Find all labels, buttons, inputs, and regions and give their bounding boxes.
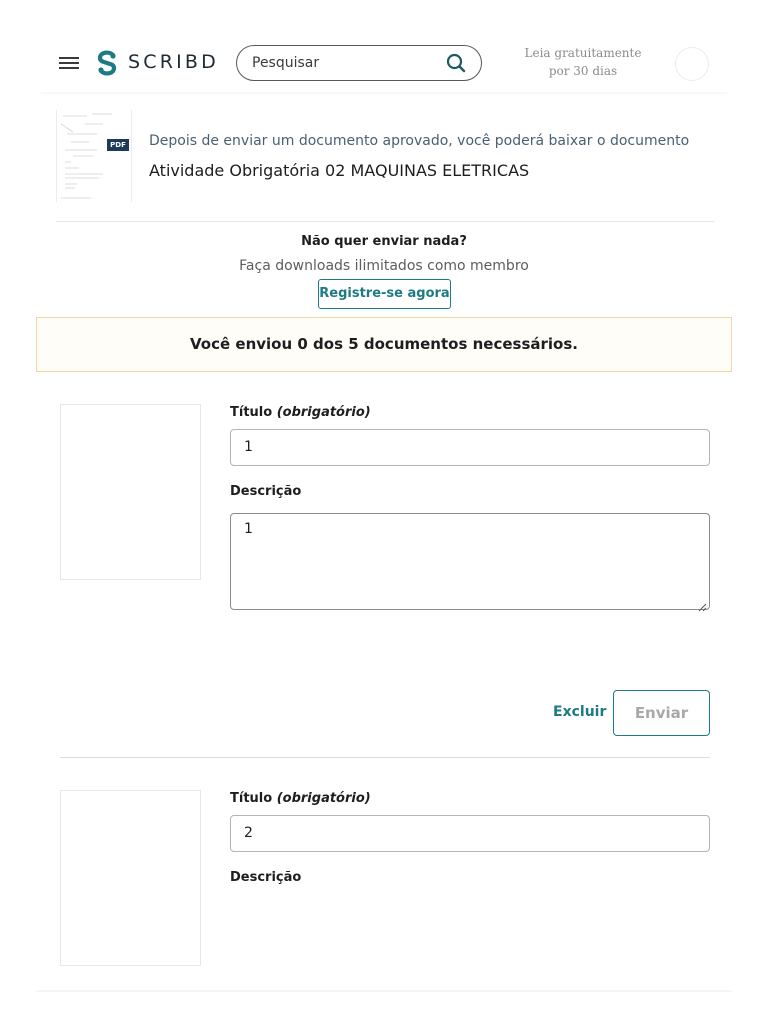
unlimited-downloads-text: Faça downloads ilimitados como membro: [239, 258, 529, 274]
menu-icon[interactable]: [59, 57, 79, 70]
no-upload-heading: Não quer enviar nada?: [301, 234, 467, 249]
search-icon[interactable]: [446, 53, 466, 73]
download-note: Depois de enviar um documento aprovado, você poderá baixar o documento: [149, 133, 690, 149]
trial-line-2: por 30 dias: [548, 64, 618, 78]
divider: [60, 757, 710, 758]
free-trial-link[interactable]: [520, 44, 646, 80]
pdf-badge: PDF: [107, 139, 129, 151]
avatar[interactable]: [675, 47, 709, 81]
submit-button[interactable]: Enviar: [613, 690, 710, 736]
description-label: Descrição: [230, 870, 302, 885]
title-input[interactable]: [230, 429, 710, 466]
title-required-hint: (obrigatório): [276, 791, 371, 806]
title-label: [230, 405, 371, 420]
divider: [56, 221, 714, 222]
document-preview: [60, 790, 201, 966]
register-button[interactable]: Registre-se agora: [318, 279, 451, 309]
description-textarea[interactable]: [230, 513, 710, 610]
resize-handle-icon[interactable]: [697, 597, 707, 607]
description-label: Descrição: [230, 484, 302, 499]
trial-line-1: Leia gratuitamente: [524, 46, 642, 60]
title-label-text: Título: [230, 791, 273, 806]
document-thumbnail: [56, 110, 132, 202]
title-label-text: Título: [230, 405, 273, 420]
title-label: [230, 791, 371, 806]
search-placeholder[interactable]: Pesquisar: [252, 55, 320, 71]
title-input-value[interactable]: 2: [244, 825, 253, 841]
title-input[interactable]: [230, 815, 710, 852]
document-title[interactable]: Atividade Obrigatória 02 MAQUINAS ELETRICAS: [149, 161, 530, 180]
document-preview: [60, 404, 201, 580]
description-value[interactable]: 1: [244, 521, 253, 537]
upload-progress-text: Você enviou 0 dos 5 documentos necessários.: [190, 335, 578, 353]
title-input-value[interactable]: 1: [244, 439, 253, 455]
scribd-wordmark[interactable]: SCRIBD: [128, 51, 219, 73]
title-required-hint: (obrigatório): [276, 405, 371, 420]
footer-divider: [36, 990, 732, 992]
delete-button[interactable]: Excluir: [553, 704, 607, 720]
scribd-logo-icon[interactable]: [95, 50, 119, 76]
